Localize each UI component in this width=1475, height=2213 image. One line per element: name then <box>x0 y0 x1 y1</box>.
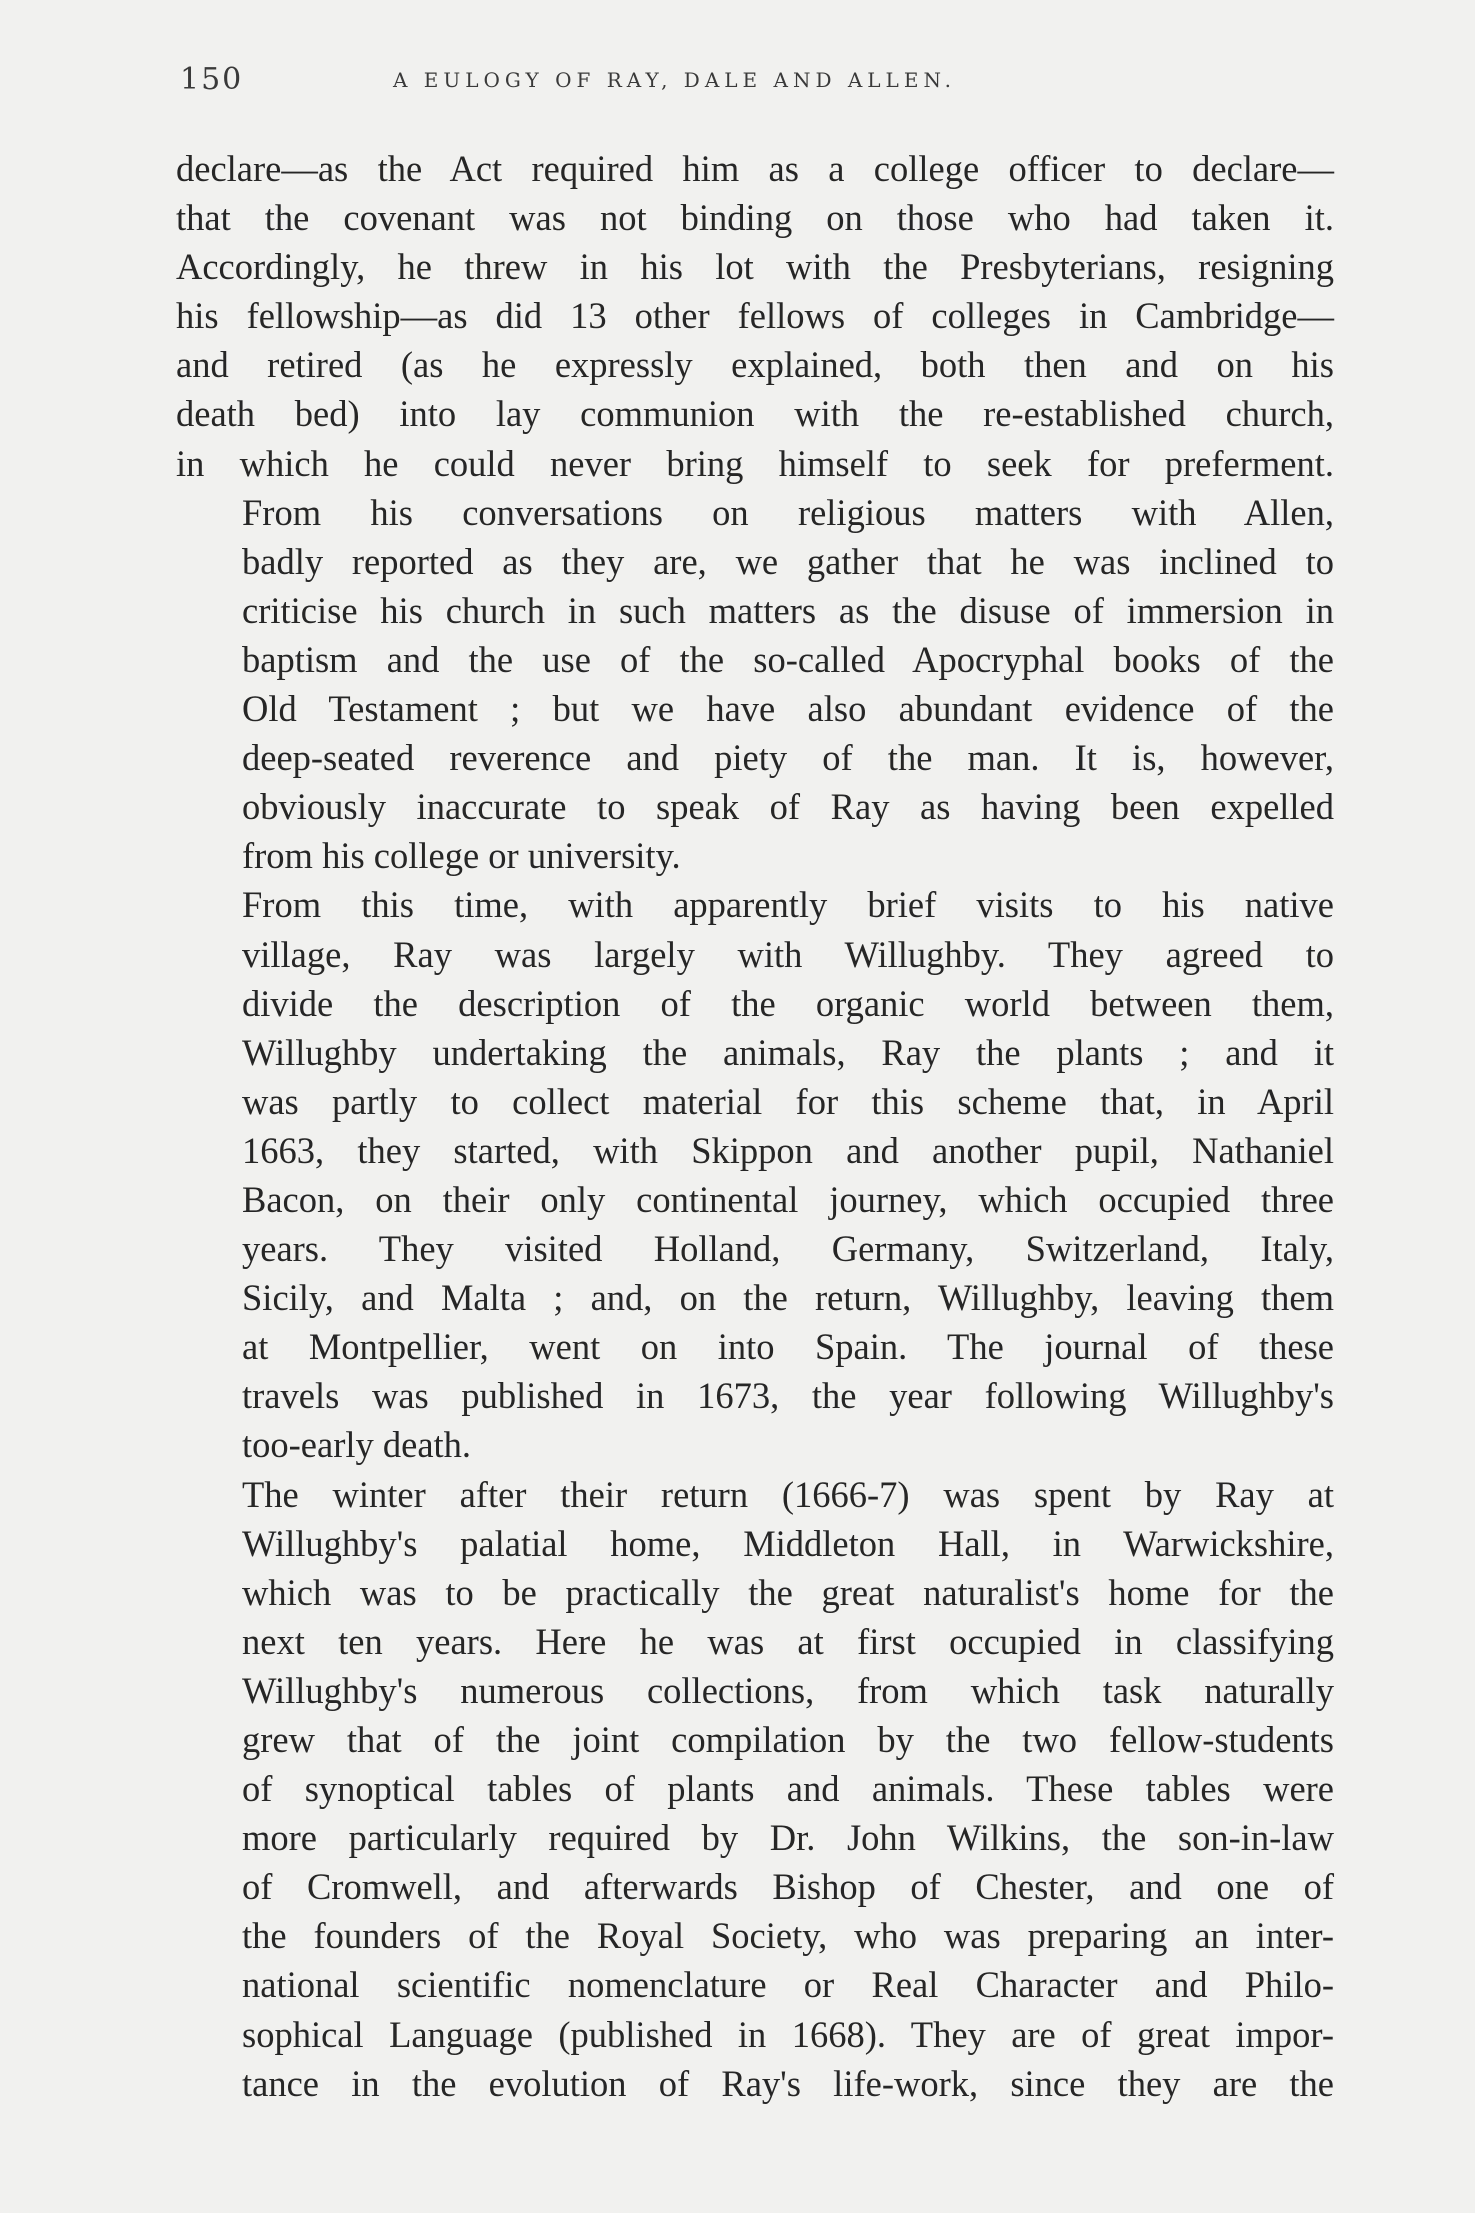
running-head <box>160 62 1340 102</box>
text-line: more particularly required by Dr. John Wilkins, the son-in-law <box>242 1817 1334 1859</box>
paragraph-3 <box>176 880 1334 1469</box>
paragraph-4 <box>176 1470 1334 2108</box>
text-line: in which he could never bring himself to seek for preferment. <box>176 442 1334 484</box>
text-line: his fellowship—as did 13 other fellows of colleges in Cambridge— <box>176 295 1334 337</box>
text-line: from his college or university. <box>242 835 681 877</box>
text-line: deep-seated reverence and piety of the man. It is, however, <box>242 737 1334 779</box>
text-line: the founders of the Royal Society, who was preparing an inter- <box>242 1915 1334 1957</box>
text-line: at Montpellier, went on into Spain. The journal of these <box>242 1326 1334 1368</box>
text-line: was partly to collect material for this scheme that, in April <box>242 1080 1334 1122</box>
body-text <box>176 144 1334 2108</box>
text-line: years. They visited Holland, Germany, Switzerland, Italy, <box>242 1228 1334 1270</box>
paragraph-1 <box>176 144 1334 488</box>
text-line: The winter after their return (1666-7) was spent by Ray at <box>242 1473 1334 1515</box>
text-line: travels was published in 1673, the year following Willughby's <box>242 1375 1334 1417</box>
text-line: criticise his church in such matters as the disuse of immersion in <box>242 589 1334 631</box>
text-line: From this time, with apparently brief visits to his native <box>242 884 1334 926</box>
text-line: Old Testament ; but we have also abundant evidence of the <box>242 688 1334 730</box>
text-line: village, Ray was largely with Willughby. They agreed to <box>242 933 1334 975</box>
text-line: 1663, they started, with Skippon and another pupil, Nathaniel <box>242 1129 1334 1171</box>
text-line: baptism and the use of the so-called Apocryphal books of the <box>242 638 1334 680</box>
text-line: too-early death. <box>242 1424 472 1466</box>
text-line: grew that of the joint compilation by the two fellow-students <box>242 1719 1334 1760</box>
text-line: of Cromwell, and afterwards Bishop of Chester, and one of <box>242 1866 1334 1908</box>
text-line: From his conversations on religious matters with Allen, <box>242 491 1334 533</box>
text-line: Willughby's palatial home, Middleton Hall, in Warwickshire, <box>242 1522 1334 1564</box>
text-line: Bacon, on their only continental journey, which occupied three <box>242 1178 1334 1220</box>
text-line: tance in the evolution of Ray's life-work, since they are the <box>242 2062 1334 2104</box>
text-line: declare—as the Act required him as a college officer to declare— <box>176 148 1334 189</box>
running-title: A EULOGY OF RAY, DALE AND ALLEN. <box>393 68 957 92</box>
text-line: which was to be practically the great naturalist's home for the <box>242 1571 1334 1613</box>
text-line: next ten years. Here he was at first occupied in classifying <box>242 1620 1334 1662</box>
text-line: Sicily, and Malta ; and, on the return, Willughby, leaving them <box>242 1277 1334 1319</box>
text-line: national scientific nomenclature or Real Character and Philo- <box>242 1964 1334 2006</box>
text-line: sophical Language (published in 1668). They are of great impor- <box>242 2013 1334 2055</box>
text-line: Willughby's numerous collections, from which task naturally <box>242 1669 1334 1711</box>
text-line: divide the description of the organic world between them, <box>242 982 1334 1024</box>
text-line: Accordingly, he threw in his lot with the Presbyterians, resigning <box>176 246 1334 288</box>
text-line: of synoptical tables of plants and animals. These tables were <box>242 1768 1334 1810</box>
text-line: badly reported as they are, we gather that he was inclined to <box>242 540 1334 582</box>
text-line: death bed) into lay communion with the re-established church, <box>176 393 1334 435</box>
text-line: that the covenant was not binding on those who had taken it. <box>176 197 1334 239</box>
text-line: obviously inaccurate to speak of Ray as having been expelled <box>242 786 1334 828</box>
text-line: and retired (as he expressly explained, both then and on his <box>176 344 1334 386</box>
text-line: Willughby undertaking the animals, Ray the plants ; and it <box>242 1031 1334 1073</box>
page-number: 150 <box>180 62 244 97</box>
paragraph-2 <box>176 488 1334 881</box>
